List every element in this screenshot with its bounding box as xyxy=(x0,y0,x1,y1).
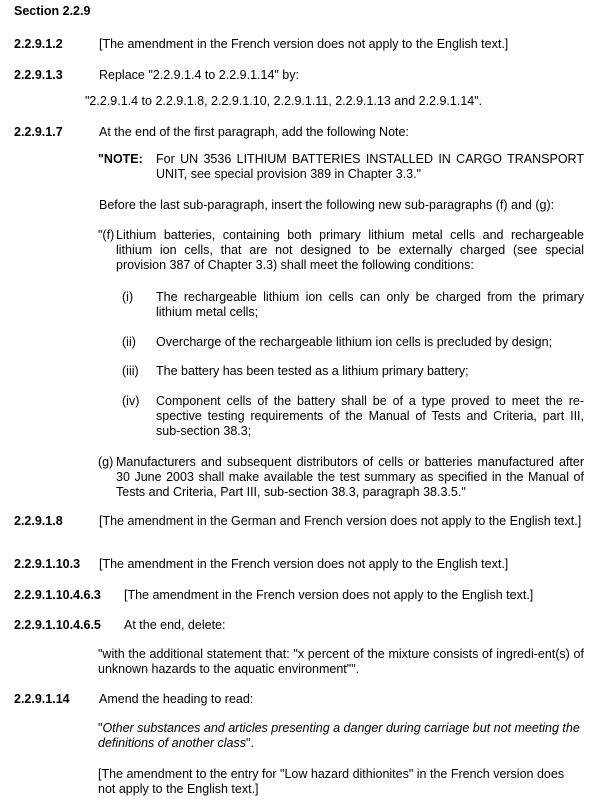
note-text: For UN 3536 LITHIUM BATTERIES INSTALLED IN CARGO TRANSPORT UNIT, see special provision 389 in Chapter 3.3." xyxy=(156,152,584,181)
subparagraph-text: Lithium batteries, containing both primary lithium metal cells and rechargeable lithium ion cells, that are not designed to be externally charged (see special provision 387 of Chapter 3.3) shall meet the following conditions: xyxy=(116,228,584,272)
condition-mark: (ii) xyxy=(122,335,136,349)
quote-open: " xyxy=(98,721,103,735)
condition-mark: (iii) xyxy=(122,364,139,378)
condition-text: The rechargeable lithium ion cells can only be charged from the primary lithium metal cells; xyxy=(156,290,584,319)
paragraph-number: 2.2.9.1.10.4.6.5 xyxy=(14,618,101,632)
condition-text: Component cells of the battery shall be of a type proved to meet the re-spective testing requirements of the Manual of Tests and Criteria, part III, sub-section 38.3; xyxy=(156,394,584,438)
paragraph-text: [The amendment in the German and French version does not apply to the English text.] xyxy=(99,514,582,528)
condition-mark: (i) xyxy=(122,290,134,304)
condition-item xyxy=(98,394,584,442)
condition-item xyxy=(98,335,584,351)
insert-instruction: Before the last sub-paragraph, insert the following new sub-paragraphs (f) and (g): xyxy=(99,198,555,212)
paragraph-text: [The amendment in the French version does not apply to the English text.] xyxy=(99,37,509,51)
paragraph-number: 2.2.9.1.8 xyxy=(14,514,63,528)
paragraph-text: Amend the heading to read: xyxy=(99,692,254,706)
new-heading-text: Other substances and articles presenting a danger during carriage but not meeting the definitions of another class xyxy=(98,721,580,750)
note-label: "NOTE: xyxy=(98,152,143,166)
subparagraph-f xyxy=(98,228,584,278)
note-block xyxy=(98,152,584,184)
paragraph-number: 2.2.9.1.10.4.6.3 xyxy=(14,588,101,602)
paragraph-number: 2.2.9.1.2 xyxy=(14,37,63,51)
paragraph-text: Replace "2.2.9.1.4 to 2.2.9.1.14" by: xyxy=(99,68,299,82)
new-heading xyxy=(98,721,584,751)
paragraph-text: [The amendment in the French version does not apply to the English text.] xyxy=(99,557,509,571)
paragraph-number: 2.2.9.1.7 xyxy=(14,125,63,139)
deleted-text: "with the additional statement that: "x percent of the mixture consists of ingredi-ent(s) of unknown hazards to the aquatic environment"". xyxy=(98,647,584,676)
quote-close: ". xyxy=(246,736,254,750)
subparagraph-text: Manufacturers and subsequent distributors of cells or batteries manufactured after 30 June 2003 shall make available the test summary as specified in the Manual of Tests and Criteria, Part III, sub-section 38.3, paragraph 38.3.5." xyxy=(116,455,584,499)
condition-item xyxy=(98,364,584,380)
paragraph-text: At the end, delete: xyxy=(124,618,226,632)
condition-text: The battery has been tested as a lithium primary battery; xyxy=(156,364,469,378)
paragraph-text: [The amendment in the French version does not apply to the English text.] xyxy=(124,588,534,602)
subparagraph-g xyxy=(98,455,584,503)
paragraph-number: 2.2.9.1.3 xyxy=(14,68,63,82)
condition-item xyxy=(98,290,584,322)
subparagraph-mark: "(f) xyxy=(98,228,115,242)
replacement-text: "2.2.9.1.4 to 2.2.9.1.8, 2.2.9.1.10, 2.2.9.1.11, 2.2.9.1.13 and 2.2.9.1.14". xyxy=(85,94,483,108)
condition-mark: (iv) xyxy=(122,394,140,408)
paragraph-number: 2.2.9.1.14 xyxy=(14,692,70,706)
section-title: Section 2.2.9 xyxy=(14,4,91,18)
subparagraph-mark: (g) xyxy=(98,455,114,469)
final-note: [The amendment to the entry for "Low hazard dithionites" in the French version does not apply to the English text.] xyxy=(98,767,565,796)
condition-text: Overcharge of the rechargeable lithium ion cells is precluded by design; xyxy=(156,335,553,349)
paragraph-text: At the end of the first paragraph, add the following Note: xyxy=(99,125,409,139)
paragraph-number: 2.2.9.1.10.3 xyxy=(14,557,81,571)
